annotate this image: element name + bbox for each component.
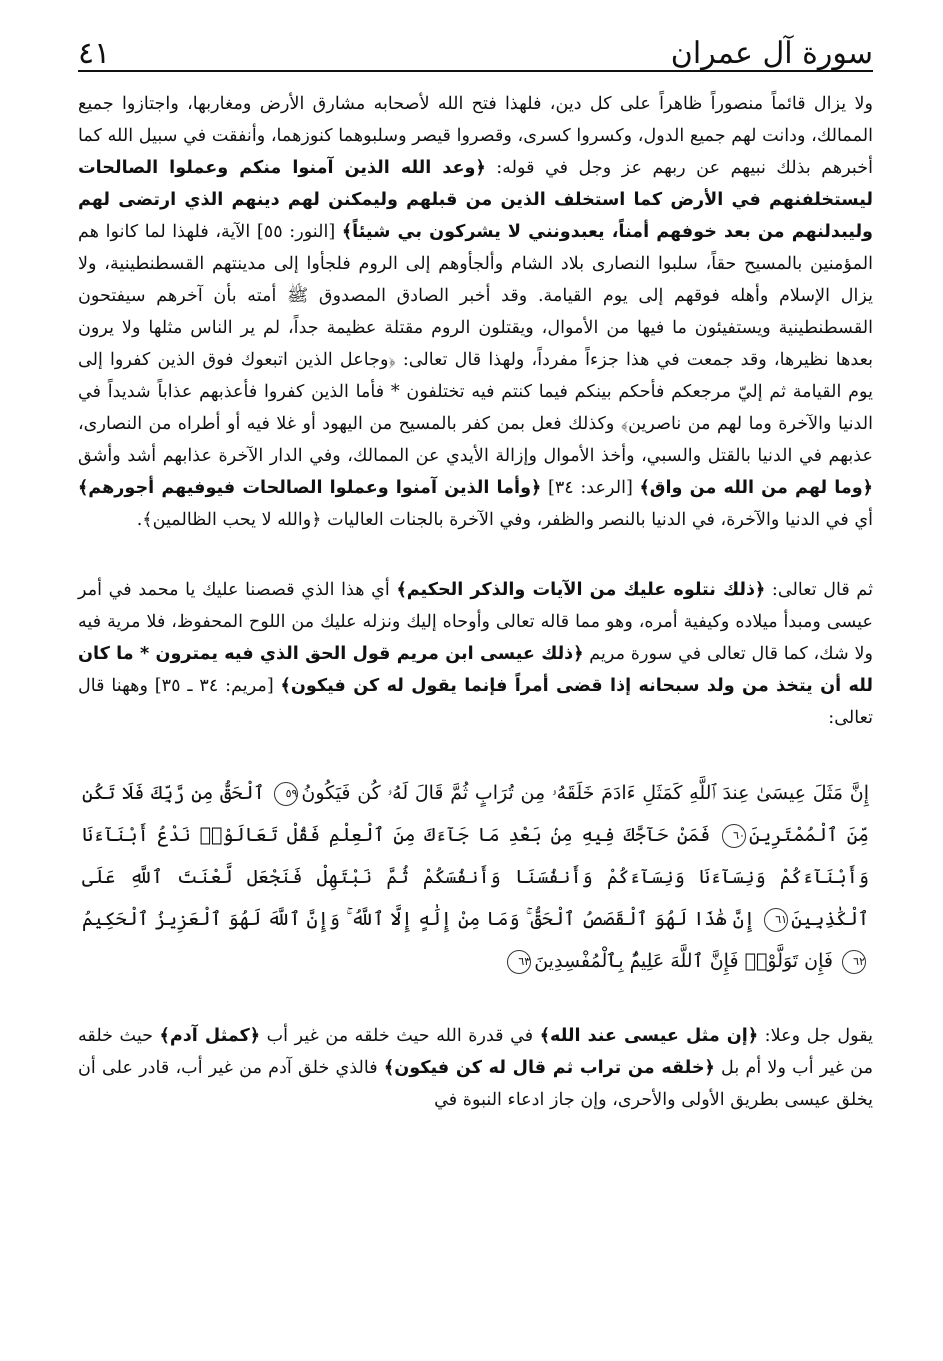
p1-text-1: ولا يزال قائماً منصوراً ظاهراً على كل دين، فلهذا فتح الله لأصحابه مشارق الأرض ومغاربها، واجتازوا جميع الممالك، ودانت لهم جميع الدول، وكسروا كسرى، وقصروا قيصر وسلبوهما كنوزهما، وأنفقت في سبيل الله كما أخبرهم بذلك نبيهم عن ربهم عز وجل في قوله: <box>78 94 873 178</box>
verse-61: فَمَنْ حَآجَّكَ فِيهِ مِنۢ بَعْدِ مَا جَآءَكَ مِنَ ٱلْعِلْمِ فَقُلْ تَعَالَوْا۟ نَدْعُ أَبْنَآءَنَا وَأَبْنَآءَكُمْ وَنِسَآءَنَا وَنِسَآءَكُمْ وَأَنفُسَنَا وَأَنفُسَكُمْ ثُمَّ نَبْتَهِلْ فَنَجْعَل لَّعْنَتَ ٱللَّهِ عَلَى ٱلْكَٰذِبِينَ <box>82 824 869 930</box>
verse-63: فَإِن تَوَلَّوْا۟ فَإِنَّ ٱللَّهَ عَلِيمٌۢ بِٱلْمُفْسِدِينَ <box>534 950 833 972</box>
verse-62: إِنَّ هَٰذَا لَهُوَ ٱلْقَصَصُ ٱلْحَقُّ ۚ وَمَا مِنْ إِلَٰهٍ إِلَّا ٱللَّهُ ۚ وَإِنَّ ٱللَّهَ لَهُوَ ٱلْعَزِيزُ ٱلْحَكِيمُ <box>82 908 756 930</box>
p3-quran-quote-2: ﴿كمثل آدم﴾ <box>159 1026 261 1046</box>
p1-text-4: أي في الدنيا والآخرة، في الدنيا بالنصر والظفر، وفي الآخرة بالجنات العاليات ﴿والله لا يحب الظالمين﴾. <box>136 510 873 530</box>
verse-number-61: ٦١ <box>764 908 788 932</box>
verse-number-59: ٥٩ <box>274 782 298 806</box>
header-divider <box>78 70 873 72</box>
p3-text-2: في قدرة الله حيث خلقه من غير أب <box>260 1026 540 1046</box>
page-header <box>78 28 873 72</box>
surah-title: سورة آل عمران <box>670 36 873 71</box>
paragraph-gap <box>78 536 873 574</box>
page-number: ٤١ <box>78 36 111 71</box>
p2-quran-quote-maryam: ﴿ذلك عيسى ابن مريم قول الحق الذي فيه يمترون * ما كان لله أن يتخذ من ولد سبحانه إذا قضى أمراً فإنما يقول له كن فيكون﴾ <box>78 644 873 696</box>
p3-text-1: يقول جل وعلا: <box>758 1026 873 1046</box>
p2-quran-quote-dhalika: ﴿ذلك نتلوه عليك من الآيات والذكر الحكيم﴾ <box>396 580 766 600</box>
paragraph-gap <box>78 982 873 1020</box>
p1-quran-quote-wa-amma: ﴿وأما الذين آمنوا وعملوا الصالحات فيوفيهم أجورهم﴾ <box>78 478 542 498</box>
p1-text-2: [النور: ٥٥] الآية، فلهذا لما كانوا هم المؤمنين بالمسيح حقاً، سلبوا النصارى بلاد الشام وألجأوهم إلى الروم فلجأوا إلى مدينتهم القسطنطينية، ولا يزال الإسلام وأهله فوقهم إلى يوم القيامة. وقد أخبر الصادق المصدوق ﷺ أمته بأن آخرهم سيفتحون القسطنطينية ويستفيئون ما فيها من الأموال، ويقتلون الروم مقتلة عظيمة جداً، لم ير الناس مثلها ولا يرون بعدها نظيرها، وقد جمعت في هذا جزءاً مفرداً، ولهذا قال تعالى: ﴿وجاعل الذين اتبعوك فوق الذين كفروا إلى يوم القيامة ثم إليّ مرجعكم فأحكم بينكم فيما كنتم فيه تختلفون * فأما الذين كفروا فأعذبهم عذاباً شديداً في الدنيا والآخرة وما لهم من ناصرين﴾ وكذلك فعل بمن كفر بالمسيح من اليهود أو غلا فيه أو أطراه من النصارى، عذبهم في الدنيا بالقتل والسبي، وأخذ الأموال وإزالة الأيدي عن الممالك، وفي الدار الآخرة عذابهم أشد وأشق <box>78 222 873 466</box>
p2-text-1: ثم قال تعالى: <box>765 580 873 600</box>
p1-quran-quote-nur-55: ﴿وعد الله الذين آمنوا منكم وعملوا الصالحات ليستخلفنهم في الأرض كما استخلف الذين من قبلهم وليمكنن لهم دينهم الذي ارتضى لهم وليبدلنهم من بعد خوفهم أمناً، يعبدونني لا يشركون بي شيئاً﴾ <box>78 158 873 242</box>
p1-quran-quote-raad: ﴿وما لهم من الله من واق﴾ <box>639 478 873 498</box>
verse-number-62: ٦٢ <box>842 950 866 974</box>
p3-text-4: فالذي خلق آدم من غير أب، قادر على أن يخلق عيسى بطريق الأولى والأحرى، وإن جاز ادعاء النبوة في <box>78 1058 873 1110</box>
commentary-paragraph-2 <box>78 574 873 734</box>
p3-quran-quote-3: ﴿خلقه من تراب ثم قال له كن فيكون﴾ <box>383 1058 715 1078</box>
p2-text-3: [مريم: ٣٤ ـ ٣٥] وههنا قال تعالى: <box>78 676 873 728</box>
verse-60: ٱلْحَقُّ مِن رَّبِّكَ فَلَا تَكُن مِّنَ ٱلْمُمْتَرِينَ <box>82 782 870 846</box>
p2-text-2: أي هذا الذي قصصنا عليك يا محمد في أمر عيسى ومبدأ ميلاده وكيفية أمره، وهو مما قاله تعالى وأوحاه إليك ونزله عليك من اللوح المحفوظ، فلا مرية فيه ولا شك، كما قال تعالى في سورة مريم <box>78 580 874 664</box>
quran-verses-block <box>78 772 873 982</box>
commentary-paragraph-1 <box>78 88 873 536</box>
commentary-paragraph-3 <box>78 1020 873 1116</box>
verse-59: إِنَّ مَثَلَ عِيسَىٰ عِندَ ٱللَّهِ كَمَثَلِ ءَادَمَ خَلَقَهُۥ مِن تُرَابٍ ثُمَّ قَالَ لَهُۥ كُن فَيَكُونُ <box>301 782 869 804</box>
verse-number-60: ٦٠ <box>722 824 746 848</box>
paragraph-gap <box>78 734 873 772</box>
p3-text-3: حيث خلقه من غير أب ولا أم بل <box>78 1026 874 1078</box>
verse-number-63: ٦٣ <box>507 950 531 974</box>
page-body <box>78 88 873 1116</box>
p1-text-3: [الرعد: ٣٤] <box>541 478 640 498</box>
p3-quran-quote-1: ﴿إن مثل عيسى عند الله﴾ <box>539 1026 759 1046</box>
